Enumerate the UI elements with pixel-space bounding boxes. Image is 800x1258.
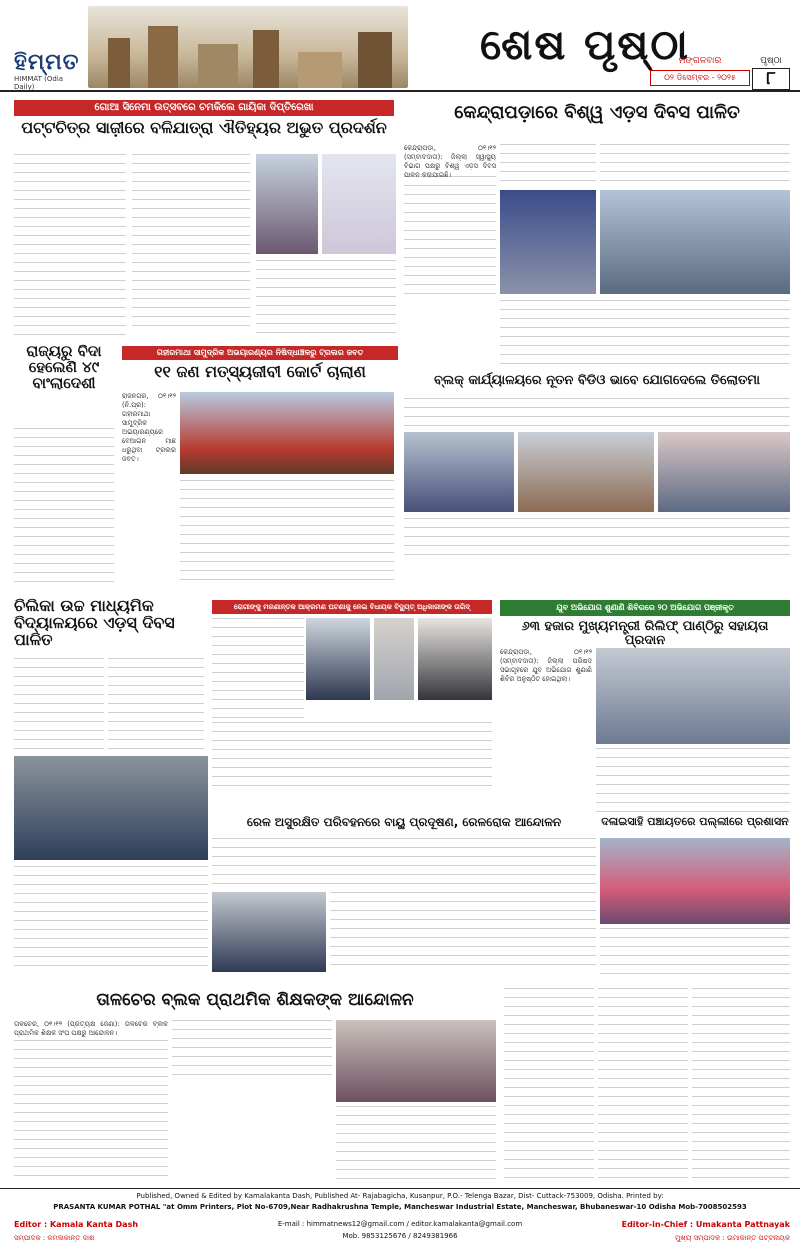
mla-body-lower bbox=[212, 722, 492, 794]
goa-body-col2 bbox=[132, 154, 250, 334]
kendrapara-body-col1-rest bbox=[404, 176, 496, 294]
misc-body-col1 bbox=[504, 988, 594, 1180]
bdo-body-top bbox=[404, 398, 790, 428]
page-number: ୮ bbox=[752, 68, 790, 90]
kendrapara-headline: କେନ୍ଦ୍ରାପଡ଼ାରେ ବିଶ୍ୱ ଏଡ଼ସ ଦିବସ ପାଳିତ bbox=[454, 102, 740, 123]
footer-mobile: Mob. 9853125676 / 8249381966 bbox=[342, 1232, 458, 1240]
footer-editor-in-chief: Editor-in-Chief : Umakanta Pattnayak bbox=[621, 1220, 790, 1229]
fishermen-headline: ୧୧ ଜଣ ମତ୍ସ୍ୟଜୀବୀ କୋର୍ଟ ଚାଲାଣ bbox=[154, 362, 366, 381]
footer-editor-odia: ସମ୍ପାଦକ : କମଳାକାନ୍ତ ଦାଶ bbox=[14, 1234, 95, 1242]
goa-banner: ଗୋଆ ସିନେମା ଉତ୍ସବରେ ଚମକିଲେ ଗାୟିକା ଦିପ୍ତିରେଖା bbox=[14, 100, 394, 116]
trawler-photo bbox=[180, 392, 394, 474]
goa-body-col3 bbox=[256, 260, 396, 336]
fishermen-body bbox=[180, 480, 394, 588]
bdo-photo-3 bbox=[658, 432, 790, 512]
goa-body-col1 bbox=[14, 154, 126, 336]
youth-banner: ଯୁବ ଅଭିଯୋଗ ଶୁଣାଣି ଶିବିରରେ ୨୦ ଅଭିଯୋଗ ପଞ୍ଜୀକୃତ bbox=[500, 600, 790, 616]
fishermen-dateline: ରାଜନଗର, ୦୧।୧୨ (ନି.ପ୍ର): ଗହୀରମାଥା ସାମୁଦ୍ରିକ ଅଭୟାରଣ୍ୟରେ ବେଆଇନ ମାଛ ଧରୁଥିବା ଟ୍ରଲର ଜବତ। bbox=[122, 392, 176, 463]
chilika-body-lower bbox=[14, 866, 208, 970]
footer-divider bbox=[0, 1188, 800, 1189]
aids-hall-photo bbox=[600, 190, 790, 294]
talcher-body-col1 bbox=[14, 1040, 168, 1180]
relief-body bbox=[596, 748, 790, 812]
aids-meeting-photo bbox=[500, 190, 596, 294]
relief-dateline: କେନ୍ଦ୍ରାପଡ଼ା, ୦୧।୧୨ (ସମ୍ବାଦଦାତା): ଜିଲ୍ଲା ପରିଷଦ ସଭାଗୃହରେ ଯୁବ ଅଭିଯୋଗ ଶୁଣାଣି ଶିବିର ଅନୁଷ୍ଠିତ ହୋଇଥିଲା। bbox=[500, 648, 592, 683]
bdo-headline: ବ୍ଲକ୍ କାର୍ଯ୍ୟାଳୟରେ ନୂତନ ବିଡିଓ ଭାବେ ଯୋଗଦେଲେ ତିଲୋତମା bbox=[434, 373, 760, 388]
panchayat-photo bbox=[600, 838, 790, 924]
kendrapara-body-lower bbox=[500, 300, 790, 364]
rail-headline: ରେଳ ଅସୁରକ୍ଷିତ ପରିବହନରେ ବାୟୁ ପ୍ରଦୂଷଣ, ରେଳରୋକ ଆନ୍ଦୋଳନ bbox=[246, 815, 562, 829]
event-photo bbox=[322, 154, 396, 254]
mla-photo-2 bbox=[374, 618, 414, 700]
talcher-body-col3 bbox=[336, 1106, 496, 1180]
mla-photo-1 bbox=[306, 618, 370, 700]
misc-body-col3 bbox=[692, 988, 790, 1180]
kendrapara-body-col2 bbox=[500, 144, 596, 186]
logo-subtitle: HIMMAT (Odia Daily) bbox=[14, 75, 64, 91]
footer-publisher-line: Published, Owned & Edited by Kamalakanta Dash, Published At- Rajabagicha, Kusanpur, P.O.- Telenga Bazar, Dist- Cuttack-753009, Odisha. Printed by: bbox=[136, 1192, 664, 1200]
bdo-photo-2 bbox=[518, 432, 654, 512]
gahirmatha-banner: ଗହୀରମାଥା ସାମୁଦ୍ରିକ ଅଭୟାରଣ୍ୟର ନିଷିଦ୍ଧାଞ୍ଚଳରୁ ଟ୍ରଲର ଜବତ bbox=[122, 346, 398, 360]
talcher-headline: ତାଳଚେର ବ୍ଲକ ପ୍ରାଥମିକ ଶିକ୍ଷକଙ୍କ ଆନ୍ଦୋଳନ bbox=[96, 990, 414, 1010]
mla-body-col1 bbox=[212, 618, 304, 718]
logo-text: ହିମ୍ମତ bbox=[14, 50, 80, 75]
issue-date: ୦୨ ଡିସେମ୍ବର - ୨୦୨୫ bbox=[650, 70, 750, 86]
page-label: ପୃଷ୍ଠା bbox=[760, 56, 782, 66]
chilika-body-col2 bbox=[108, 658, 204, 752]
relief-headline: ୬୩ ହଜାର ମୁଖ୍ୟମନ୍ତ୍ରୀ ରିଲିଫ୍ ପାଣ୍ଠିରୁ ସହାୟତା ପ୍ରଦାନ bbox=[521, 619, 769, 648]
logo bbox=[14, 50, 84, 91]
rail-body bbox=[212, 838, 596, 888]
kendrapara-body-col1: କେନ୍ଦ୍ରାପଡ଼ା, ୦୧।୧୨ (ସମ୍ବାଦଦାତା): ଜିଲ୍ଲା ସ୍ୱାସ୍ଥ୍ୟ ବିଭାଗ ପକ୍ଷରୁ ବିଶ୍ୱ ଏଡ଼ସ ଦିବସ ପାଳନ କରାଯାଇଛି। bbox=[404, 144, 496, 179]
mla-banner: ରୋଗୀଙ୍କୁ ମରଣାନ୍ତକ ଆକ୍ରମଣ ଘଟଣାକୁ ନେଇ ବିଧାୟକ ବିଦ୍ୟୁତ୍ ଅଧିକାରୀଙ୍କ ତାଗିଦ୍ bbox=[212, 600, 492, 614]
chilika-headline: ଚିଲିକା ଉଚ୍ଚ ମାଧ୍ୟମିକ ବିଦ୍ୟାଳୟରେ ଏଡ଼ସ୍ ଦିବସ ପାଳିତ bbox=[14, 596, 175, 649]
bangladeshi-body bbox=[14, 428, 114, 588]
singer-photo bbox=[256, 154, 318, 254]
issue-day: ମଙ୍ଗଳବାର bbox=[678, 56, 722, 66]
footer-printer-line: PRASANTA KUMAR POTHAL "at Omm Printers, Plot No-6709,Near Radhakrushna Temple, Mancheswar Industrial Estate, Mancheswar, Bhubaneswar-10 Odisha Mob-7008502593 bbox=[53, 1203, 747, 1211]
footer-editor-in-chief-odia: ମୁଖ୍ୟ ସମ୍ପାଦକ : ଉମାକାନ୍ତ ପଟ୍ଟନାୟକ bbox=[675, 1234, 790, 1242]
footer-editor: Editor : Kamala Kanta Dash bbox=[14, 1220, 139, 1229]
talcher-photo bbox=[336, 1020, 496, 1102]
kendrapara-body-col3 bbox=[600, 144, 790, 186]
rail-photo bbox=[212, 892, 326, 972]
talcher-body-col2 bbox=[172, 1020, 332, 1082]
talcher-dateline: ତାଳଚେର, ୦୧।୧୨ (ପ୍ରତ୍ୟକ୍ଷ ଜେଣା): ତାଳଚେର ବ୍ଲକ ପ୍ରାଥମିକ ଶିକ୍ଷକ ସଂଘ ପକ୍ଷରୁ ଆନ୍ଦୋଳନ। bbox=[14, 1020, 168, 1037]
goa-headline: ପଟ୍ଟଚିତ୍ର ସାଜ଼ୀରେ ବଳିଯାତ୍ରା ଐତିହ୍ୟର ଅଭୁତ ପ୍ରଦର୍ଶନ bbox=[21, 118, 387, 137]
temple-collage-image bbox=[88, 6, 408, 88]
misc-body-col2 bbox=[598, 988, 688, 1180]
bdo-body-bottom bbox=[404, 518, 790, 560]
relief-photo bbox=[596, 648, 790, 744]
mla-portrait-photo bbox=[418, 618, 492, 700]
panchayat-body bbox=[600, 928, 790, 982]
panchayat-headline: ଦଳାଇସାହି ପଞ୍ଚାୟତରେ ପଲ୍ଲୀରେ ପ୍ରଶାସନ bbox=[601, 815, 789, 828]
section-title: ଶେଷ ପୃଷ୍ଠା bbox=[480, 20, 690, 69]
chilika-body-col1 bbox=[14, 658, 104, 752]
chilika-photo bbox=[14, 756, 208, 860]
bangladeshi-headline: ରାଜ୍ୟରୁ ବିଦା ହେଲେଣି ୪୯ ବାଂଲାଦେଶୀ bbox=[26, 342, 102, 392]
bdo-photo-1 bbox=[404, 432, 514, 512]
rail-body-lower bbox=[330, 892, 596, 972]
footer-email: E-mail : himmatnews12@gmail.com / editor.kamalakanta@gmail.com bbox=[277, 1220, 523, 1228]
